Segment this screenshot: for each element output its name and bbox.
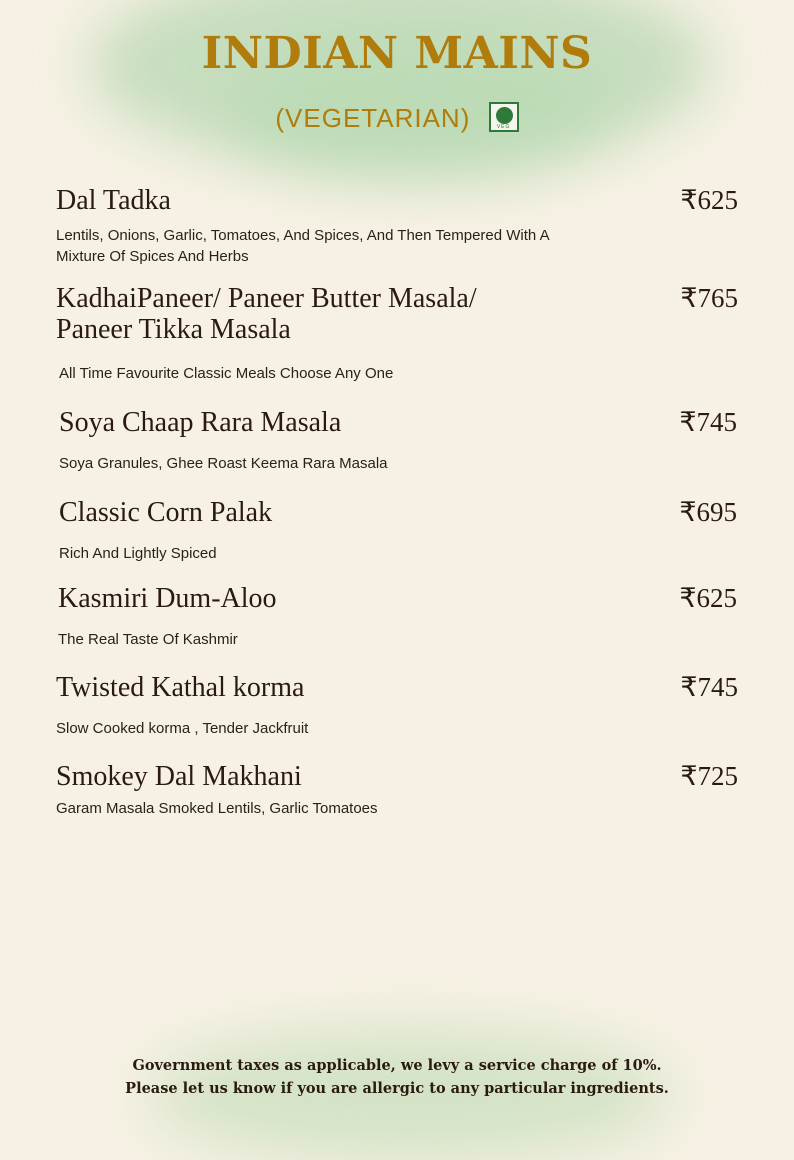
veg-symbol-icon bbox=[489, 102, 519, 132]
menu-item bbox=[56, 185, 738, 267]
item-name: Classic Corn Palak bbox=[59, 497, 273, 528]
item-name: Smokey Dal Makhani bbox=[56, 761, 302, 792]
item-price: ₹745 bbox=[680, 672, 738, 702]
item-description: Slow Cooked korma , Tender Jackfruit bbox=[56, 720, 309, 737]
item-price: ₹745 bbox=[679, 407, 737, 437]
item-description: Garam Masala Smoked Lentils, Garlic Tomatoes bbox=[56, 800, 378, 817]
item-price: ₹765 bbox=[680, 283, 738, 313]
menu-item bbox=[58, 583, 737, 650]
item-price: ₹725 bbox=[680, 761, 738, 791]
item-description: All Time Favourite Classic Meals Choose Any One bbox=[59, 365, 394, 382]
page-title: INDIAN MAINS bbox=[201, 28, 593, 79]
item-description: Lentils, Onions, Garlic, Tomatoes, And Spices, And Then Tempered With A Mixture Of Spices And Herbs bbox=[56, 227, 549, 265]
footer-allergy-note: Please let us know if you are allergic to any particular ingredients. bbox=[125, 1080, 669, 1097]
footer-note bbox=[0, 1054, 794, 1100]
item-name: Twisted Kathal korma bbox=[56, 672, 305, 703]
item-price: ₹625 bbox=[679, 583, 737, 613]
item-name: KadhaiPaneer/ Paneer Butter Masala/ Paneer Tikka Masala bbox=[56, 283, 477, 345]
menu-item bbox=[56, 283, 738, 384]
item-description: Soya Granules, Ghee Roast Keema Rara Masala bbox=[59, 455, 388, 472]
menu-item bbox=[56, 761, 738, 819]
footer-tax-note: Government taxes as applicable, we levy a service charge of 10%. bbox=[132, 1057, 662, 1074]
subtitle-text: (VEGETARIAN) bbox=[275, 103, 471, 133]
item-name: Dal Tadka bbox=[56, 185, 171, 216]
item-description: Rich And Lightly Spiced bbox=[59, 545, 217, 562]
menu-item bbox=[59, 407, 737, 474]
item-name: Soya Chaap Rara Masala bbox=[59, 407, 342, 438]
menu-item bbox=[56, 672, 738, 739]
veg-label: VEG bbox=[496, 124, 511, 130]
veg-dot bbox=[496, 107, 513, 124]
item-name: Kasmiri Dum-Aloo bbox=[58, 583, 277, 614]
menu-item bbox=[59, 497, 737, 564]
item-price: ₹695 bbox=[679, 497, 737, 527]
page-subtitle bbox=[0, 102, 794, 134]
item-description: The Real Taste Of Kashmir bbox=[58, 631, 238, 648]
item-price: ₹625 bbox=[680, 185, 738, 215]
